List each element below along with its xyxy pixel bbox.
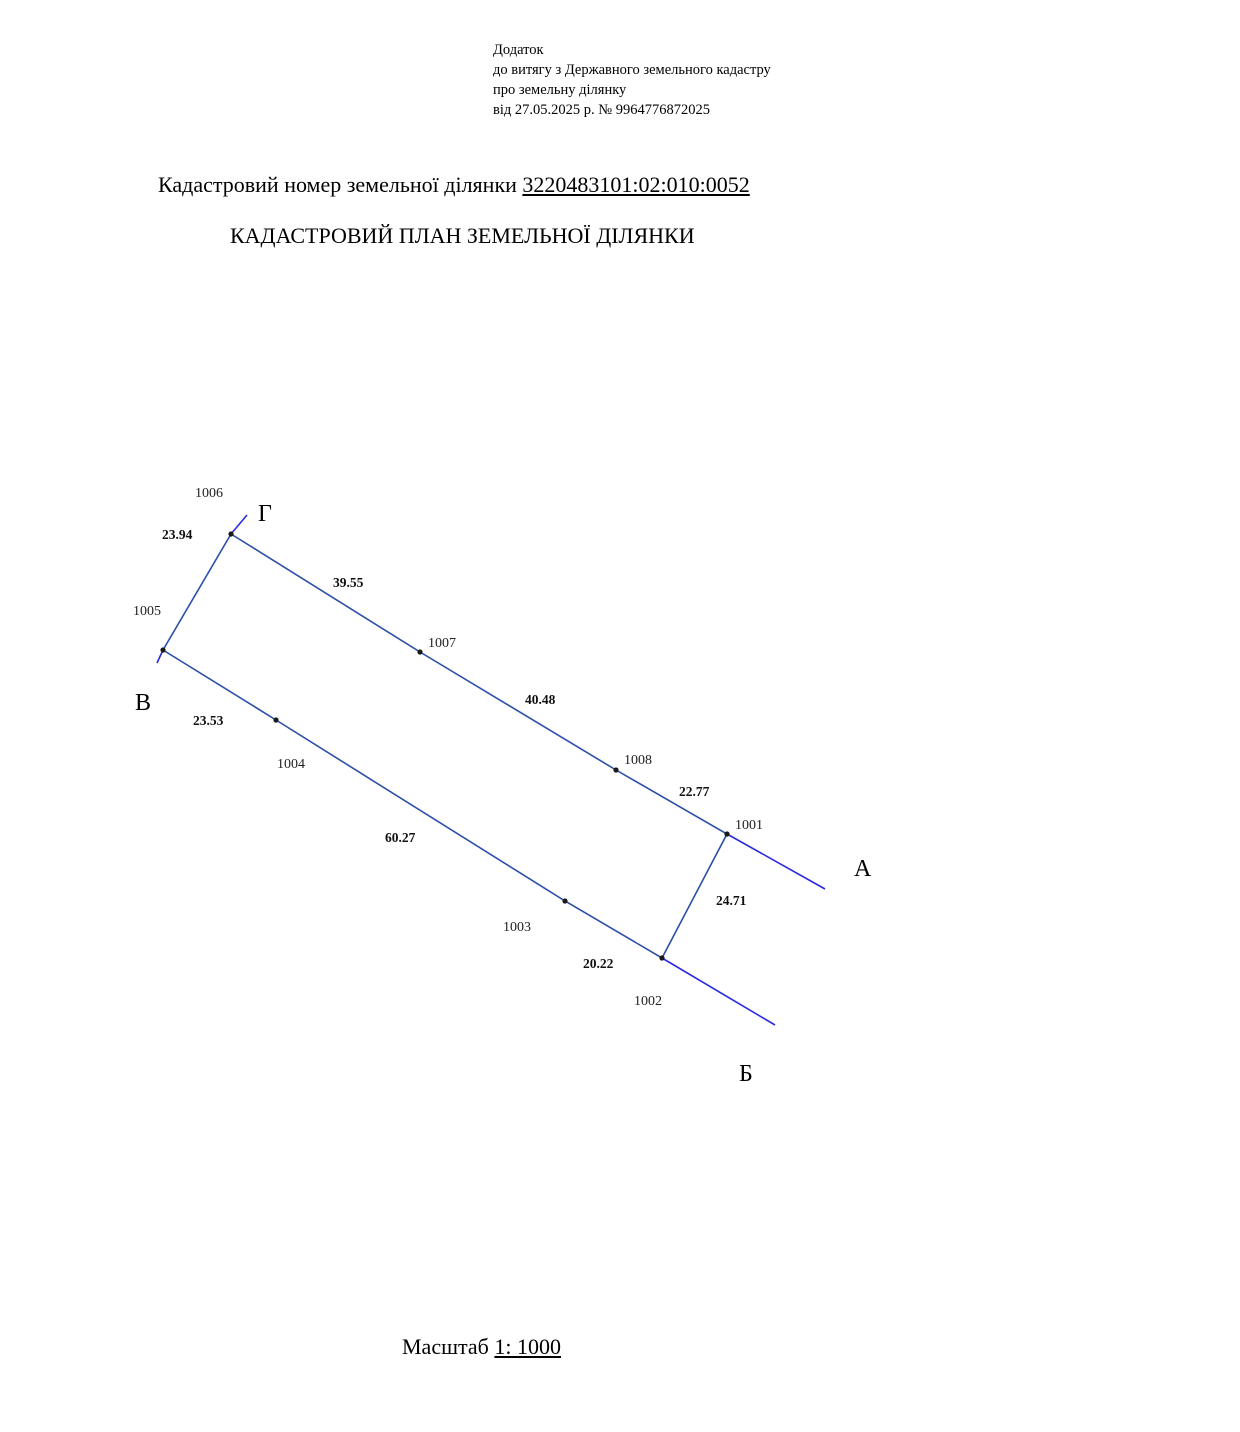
point-label-1006: 1006: [195, 486, 223, 501]
vertex-1007: [417, 649, 422, 654]
vertex-1003: [562, 898, 567, 903]
cadastral-label: Кадастровий номер земельної ділянки: [158, 172, 517, 197]
annex-line: від 27.05.2025 р. № 9964776872025: [493, 102, 710, 118]
segment-length: 39.55: [333, 575, 364, 590]
plan-title: КАДАСТРОВИЙ ПЛАН ЗЕМЕЛЬНОЇ ДІЛЯНКИ: [230, 223, 695, 248]
vertices: [160, 531, 729, 960]
neighbor-label-a: А: [854, 856, 872, 882]
segment-length: 23.53: [193, 713, 224, 728]
scale-label: Масштаб: [402, 1334, 489, 1359]
segment-length: 22.77: [679, 784, 710, 799]
neighbor-label-g: Г: [258, 501, 272, 527]
point-label-1001: 1001: [735, 818, 763, 833]
segment-length: 24.71: [716, 893, 747, 908]
neighbor-label-v: В: [135, 690, 152, 716]
vertex-1002: [659, 955, 664, 960]
neighbor-line-g: [231, 515, 247, 534]
scale-value: 1: 1000: [494, 1334, 561, 1359]
segment-length: 40.48: [525, 692, 556, 707]
point-label-1007: 1007: [428, 636, 456, 651]
point-label-1005: 1005: [133, 604, 161, 619]
point-label-1003: 1003: [503, 920, 531, 935]
annex-line: про земельну ділянку: [493, 82, 627, 98]
segment-length: 60.27: [385, 830, 416, 845]
point-label-1002: 1002: [634, 994, 662, 1009]
vertex-1004: [273, 717, 278, 722]
neighbor-line-b: [662, 958, 775, 1025]
neighbor-label-b: Б: [739, 1061, 753, 1087]
point-label-1004: 1004: [277, 757, 305, 772]
neighbor-line-a: [727, 834, 825, 889]
segment-length: 20.22: [583, 956, 614, 971]
annex-line: Додаток: [493, 42, 544, 58]
annex-line: до витягу з Державного земельного кадастру: [493, 62, 771, 78]
segment-length: 23.94: [162, 527, 193, 542]
vertex-1005: [160, 647, 165, 652]
vertex-1006: [228, 531, 233, 536]
cadastral-number: 3220483101:02:010:0052: [522, 172, 750, 197]
vertex-1008: [613, 767, 618, 772]
point-label-1008: 1008: [624, 753, 652, 768]
parcel-boundary: [163, 534, 727, 958]
scale-line: [402, 1334, 561, 1360]
vertex-1001: [724, 831, 729, 836]
